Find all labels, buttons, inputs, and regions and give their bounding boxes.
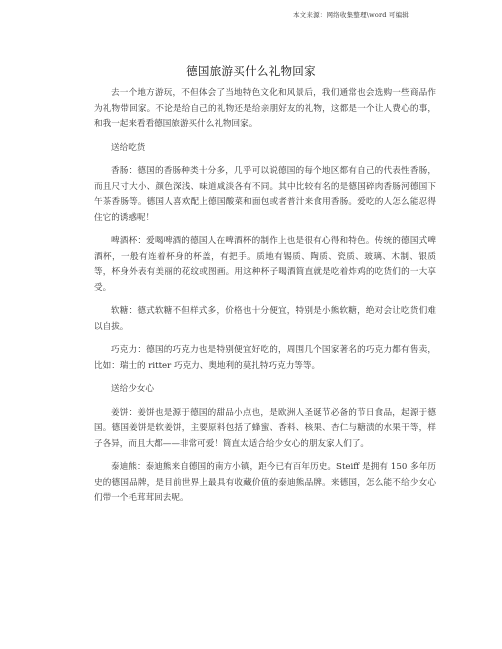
section-heading-foodie: 送给吃货 — [111, 142, 146, 153]
paragraph-sausage: 香肠：德国的香肠种类十分多，几乎可以说德国的每个地区都有自己的代表性香肠，而且尺寸大小、颜色深浅、味道咸淡各有不同。其中比较有名的是德国碎肉香肠河德国下午茶香肠等。德国人喜欢配上德国酸菜和面包或者普汁来食用香肠。爱吃的人怎么能忍得住它的诱惑呢！ — [94, 166, 436, 223]
section-heading-girls: 送给少女心 — [111, 384, 154, 394]
paragraph-beer-mug: 啤酒杯：爱喝啤酒的德国人在啤酒杯的制作上也是很有心得和特色。传统的德国式啤酒杯，一般有连着杯身的杯盖，有把手。质地有锡质、陶质、瓷质、玻璃、木制、银质等，杯身外表有美丽的花纹或图画。用这种杯子喝酒简直就是吃着炸鸡的吃货们的一大享受。 — [94, 236, 436, 293]
paragraph-gingerbread: 姜饼：姜饼也是源于德国的甜品小点也，是欧洲人圣诞节必备的节日食品，起源于德国。德国姜饼是软姜饼，主要原料包括了蜂蜜、香料、核果、杏仁与糖渍的水果干等，样子各异，而且大都——非常可爱！简直太适合给少女心的朋友家人们了。 — [94, 407, 436, 449]
paragraph-chocolate: 巧克力：德国的巧克力也是特别便宜好吃的，周围几个国家著名的巧克力都有售卖，比如：瑞士的 ritter 巧克力、奥地利的莫扎特巧克力等等。 — [94, 345, 436, 371]
intro-paragraph: 去一个地方游玩，不但体会了当地特色文化和风景后，我们通常也会选购一些商品作为礼物带回家。不论是给自己的礼物还是给亲朋好友的礼物，这都是一个让人费心的事，和我一起来看看德国旅游买什么礼物回家。 — [94, 88, 436, 129]
source-note: 本文来源：网络收集整理\word 可编辑 — [292, 11, 409, 19]
page-title: 德国旅游买什么礼物回家 — [186, 64, 316, 78]
paragraph-gummy: 软糖：德式软糖不但样式多，价格也十分便宜，特别是小熊软糖，绝对会让吃货们难以自拔。 — [94, 306, 436, 332]
paragraph-teddy-bear: 泰迪熊：泰迪熊来自德国的南方小镇，距今已有百年历史。Steiff 是拥有 150 多年历史的德国品牌，是目前世界上最具有收藏价值的泰迪熊品牌。来德国，怎么能不给少女心们带一个毛茸茸回去呢。 — [94, 462, 436, 503]
document-body — [94, 86, 436, 515]
